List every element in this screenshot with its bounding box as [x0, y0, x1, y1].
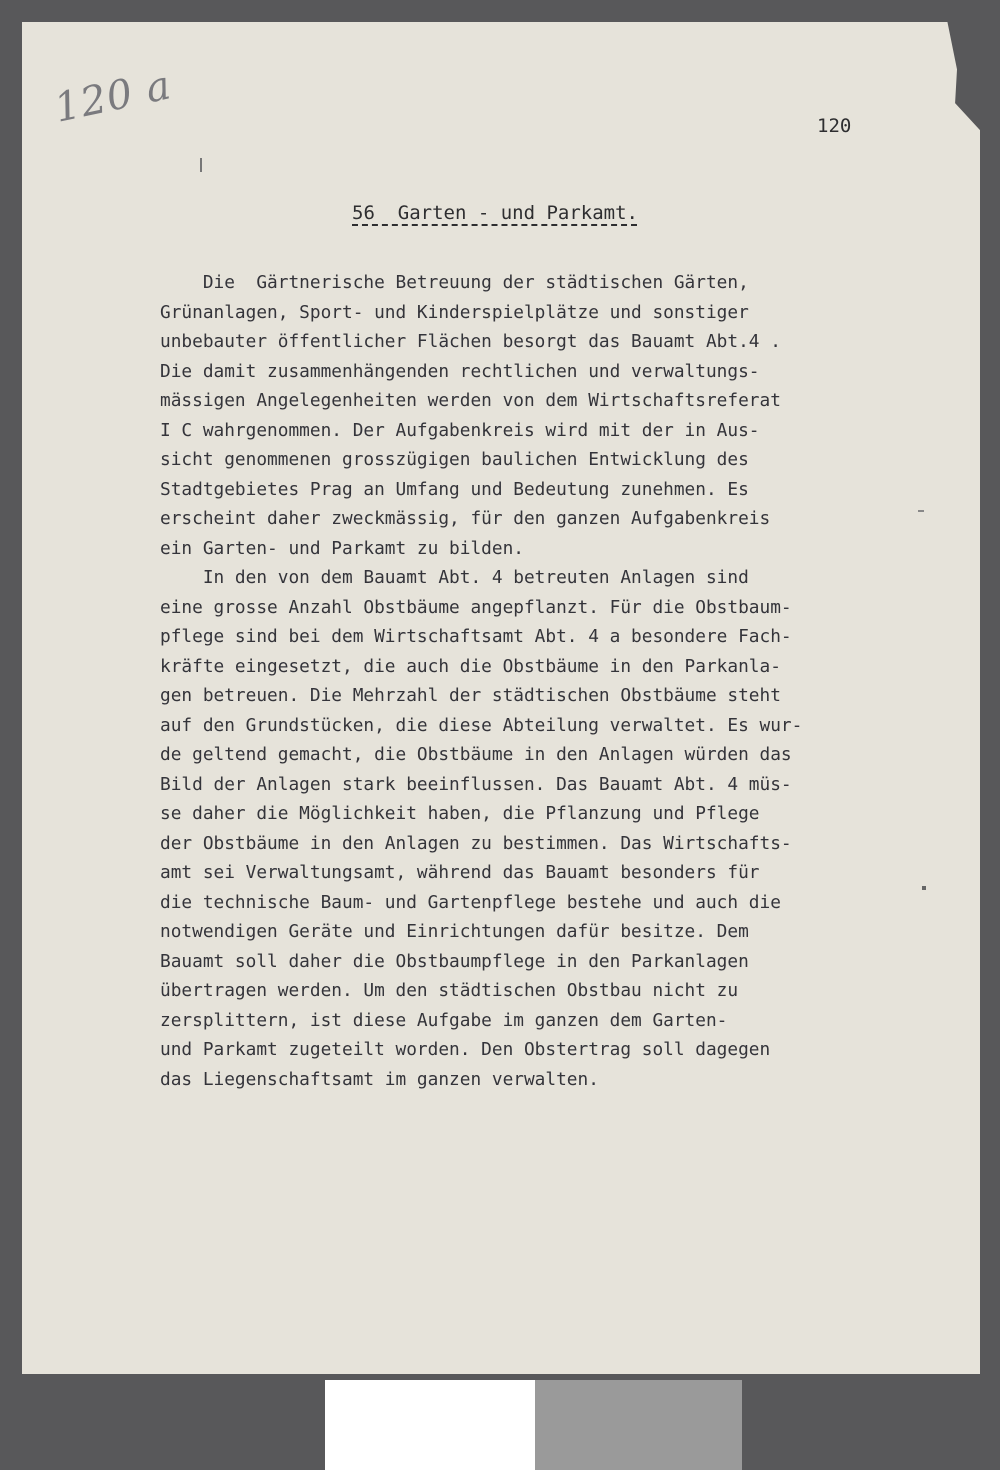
text-line: ein Garten- und Parkamt zu bilden.: [160, 537, 524, 559]
text-line: de geltend gemacht, die Obstbäume in den Anlagen würden das: [160, 744, 792, 765]
text-line: Bild der Anlagen stark beeinflussen. Das Bauamt Abt. 4 müs-: [160, 773, 792, 795]
text-line: Die Gärtnerische Betreuung der städtischen Gärten,: [160, 272, 749, 293]
text-line: Bauamt soll daher die Obstbaumpflege in den Parkanlagen: [160, 950, 749, 972]
text-line: das Liegenschaftsamt im ganzen verwalten.: [160, 1068, 599, 1090]
text-line: unbebauter öffentlicher Flächen besorgt das Bauamt Abt.4 .: [160, 331, 781, 352]
text-line: Die damit zusammenhängenden rechtlichen und verwaltungs-: [160, 360, 760, 382]
text-line: die technische Baum- und Gartenpflege bestehe und auch die: [160, 891, 781, 913]
text-line: zersplittern, ist diese Aufgabe im ganzen dem Garten-: [160, 1009, 728, 1031]
archive-number-handwritten: 120 a: [50, 62, 176, 132]
text-line: gen betreuen. Die Mehrzahl der städtischen Obstbäume steht: [160, 685, 781, 706]
text-line: se daher die Möglichkeit haben, die Pflanzung und Pflege: [160, 803, 760, 824]
text-line: übertragen werden. Um den städtischen Obstbau nicht zu: [160, 980, 739, 1001]
body-text: [160, 268, 900, 1094]
text-line: eine grosse Anzahl Obstbäume angepflanzt. Für die Obstbaum-: [160, 596, 792, 618]
text-line: der Obstbäume in den Anlagen zu bestimmen. Das Wirtschafts-: [160, 832, 792, 854]
margin-mark: [922, 886, 926, 890]
text-line: auf den Grundstücken, die diese Abteilung verwaltet. Es wur-: [160, 714, 803, 736]
text-line: mässigen Angelegenheiten werden von dem Wirtschaftsreferat: [160, 390, 781, 411]
page-number: 120: [817, 115, 852, 137]
text-line: Stadtgebietes Prag an Umfang und Bedeutung zunehmen. Es: [160, 478, 749, 500]
color-calibration-grey: [535, 1380, 742, 1470]
text-line: I C wahrgenommen. Der Aufgabenkreis wird mit der in Aus-: [160, 419, 760, 441]
text-line: sicht genommenen grosszügigen baulichen Entwicklung des: [160, 449, 749, 470]
text-line: kräfte eingesetzt, die auch die Obstbäume in den Parkanla-: [160, 655, 781, 677]
text-line: erscheint daher zweckmässig, für den ganzen Aufgabenkreis: [160, 508, 771, 529]
color-calibration-white: [325, 1380, 535, 1470]
text-line: und Parkamt zugeteilt worden. Den Obstertrag soll dagegen: [160, 1039, 771, 1060]
text-line: notwendigen Geräte und Einrichtungen dafür besitze. Dem: [160, 921, 749, 942]
margin-mark: [200, 158, 202, 172]
margin-mark: [918, 510, 924, 512]
text-line: Grünanlagen, Sport- und Kinderspielplätze und sonstiger: [160, 301, 749, 323]
section-heading: 56 Garten - und Parkamt.: [352, 202, 638, 224]
text-line: amt sei Verwaltungsamt, während das Bauamt besonders für: [160, 862, 760, 883]
text-line: pflege sind bei dem Wirtschaftsamt Abt. 4 a besondere Fach-: [160, 626, 792, 647]
text-line: In den von dem Bauamt Abt. 4 betreuten Anlagen sind: [160, 567, 749, 588]
